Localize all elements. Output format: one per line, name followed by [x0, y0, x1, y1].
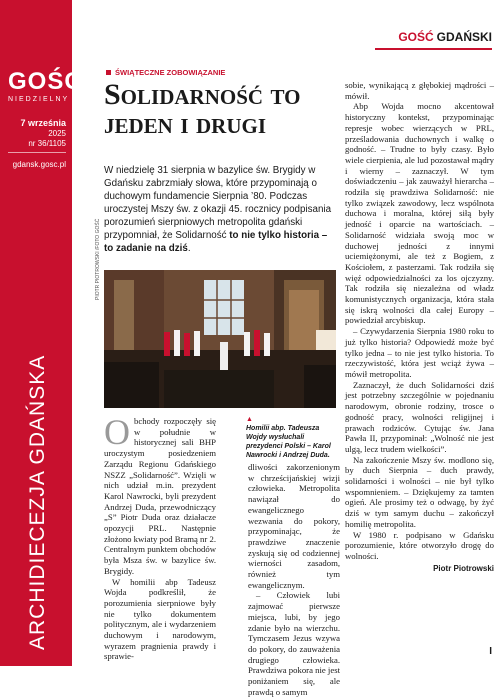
article-lead: W niedzielę 31 sierpnia w bazylice św. Brygidy w Gdańsku zabrzmiały słowa, które przypominają o duchowym fundamencie Sierpnia ’80. Podczas uroczystej Mszy św. z okazji 45. rocznicy podpisania porozumień sierpniowych metropolita gdański przypomniał, że Solidarność to nie tylko historia – to zadanie na dziś. [104, 165, 332, 254]
section-label [106, 68, 225, 77]
issue-number: nr 36/1105 [28, 139, 66, 148]
issue-date: 7 września [20, 118, 66, 128]
dropcap: O [104, 412, 130, 452]
caption-triangle-icon: ▲ [246, 416, 253, 423]
issue-year: 2025 [48, 129, 66, 138]
lead-emphasis: to nie tylko historia – to zadanie na dziś [104, 230, 328, 254]
sidebar [0, 0, 83, 666]
logo-main: GOŚĆ [8, 68, 83, 95]
church-interior-illustration [104, 270, 336, 408]
article-column-2: dliwości zakorzenionym w chrześcijańskiej wizji człowieka. Metropolita nawiązał do ewangelicznego wezwania do pokory, przypominając, że prawdziwe znaczenie zyskują się od codziennej wierności zasadom, również tym ewangelicznym. – Człowiek lubi zajmować pierwsze miejsca, lubi, by jego zdanie było na wierzchu. Tymczasem Jezus wzywa do pokory, do zauważenia drugiego człowieka. Prawdziwa pokora nie jest poniżaniem się, ale prawdą o samym [248, 462, 340, 697]
header-rule [375, 48, 492, 50]
sidebar-divider [8, 152, 66, 153]
logo [8, 68, 83, 103]
photo-credit: PIOTR PIOTROWSKI /FOTO GOŚĆ [95, 218, 101, 300]
section-label-text: ŚWIĄTECZNE ZOBOWIĄZANIE [115, 68, 226, 77]
article-column-3: sobie, wynikającą z głębokiej mądrości – mówił. Abp Wojda mocno akcentował historyczny kontekst, przypominając represje wobec wierzących w PRL, prześladowania duchownych i walkę o godność. – Trudne to były czasy. Było wiele cierpienia, ale lud pozostawał mądry i wierny – zaznaczył. W tym doświadczeniu – jak zauważył hierarcha – rodziła się prawdziwa Solidarność: nie tylko związek zawodowy, lecz wspólnota duchowa i moralna, której siłą były jedność i oparcie na wartościach. – Solidarność widziała swoją moc w duchowej jedności z innymi uciemiężonymi, ale też z Bogiem, z Kościołem, z pasterzami. Tak rodziła się więź odpowiedzialności za los ojczyzny. Tak rodziła się niezależna od władz komunistycznych organizacja, która stała się iskrą wolności dla całej Europy – powiedział arcybiskup. – Czywydarzenia Sierpnia 1980 roku to już tylko historia? Odpowiedź może być tylko jedna – to nie jest tylko historia. To rzeczywistość, która jest wciąż żywa – mówił metropolita. Zaznaczył, że duch Solidarności dziś jest potrzebny szczególnie w pojednaniu narodowym, obronie rodziny, trosce o godność pracy, wolności religijnej i prawach rodziców. Cytując św. Jana Pawła II, przypominał: „Wolność nie jest ulgą, lecz trudem wielkości”. Na zakończenie Mszy św. modlono się, by duch Sierpnia – duch prawdy, solidarności i wolności – nie był tylko wspomnieniem. – Dziękujemy za tamten ogień. Ale prosimy też o odwagę, by żyć dziś w tym samym duchu – zakończył homilię metropolita. W 1980 r. podpisano w Gdańsku porozumienie, które otworzyło drogę do wolności. Piotr Piotrowski [345, 80, 494, 573]
section-square-icon [106, 70, 111, 75]
page-number: I [489, 646, 492, 657]
issue-info [8, 118, 66, 149]
article-photo [104, 270, 336, 408]
article-title: Solidarność to jeden i drugi [104, 78, 301, 140]
section-brand [398, 30, 492, 44]
article-author: Piotr Piotrowski [433, 563, 494, 573]
article-column-1: Obchody rozpoczęły się w południe w historycznej sali BHP uroczystym posiedzeniem Zarządu Regionu Gdańskiego NSZZ „Solidarność”. Wzięli w nich udział m.in. prezydent Karol Nawrocki, byli prezydent Andrzej Duda, przewodniczący „S” Piotr Duda oraz działacze opozycji PRL. Następnie złożono kwiaty pod Bramą nr 2. Centralnym punktem obchodów była Msza św. w bazylice św. Brygidy. W homilii abp Tadeusz Wojda podkreślił, że porozumienia sierpniowe były nie tylko dokumentem politycznym, ale i wydarzeniem duchowym i narodowym, wyrazem pragnienia prawdy i sprawie- [104, 412, 216, 662]
diocese-vertical-title: ARCHIDIECEZJA GDAŃSKA [26, 354, 49, 650]
brand-first: GOŚĆ [398, 30, 434, 44]
site-url: gdansk.gosc.pl [12, 160, 66, 169]
photo-caption: ▲ Homilii abp. Tadeusza Wojdy wysłuchali prezydenci Polski – Karol Nawrocki i Andrzej Duda. [246, 416, 331, 459]
logo-sub: NIEDZIELNY [8, 96, 70, 103]
brand-second: GDAŃSKI [436, 30, 492, 44]
